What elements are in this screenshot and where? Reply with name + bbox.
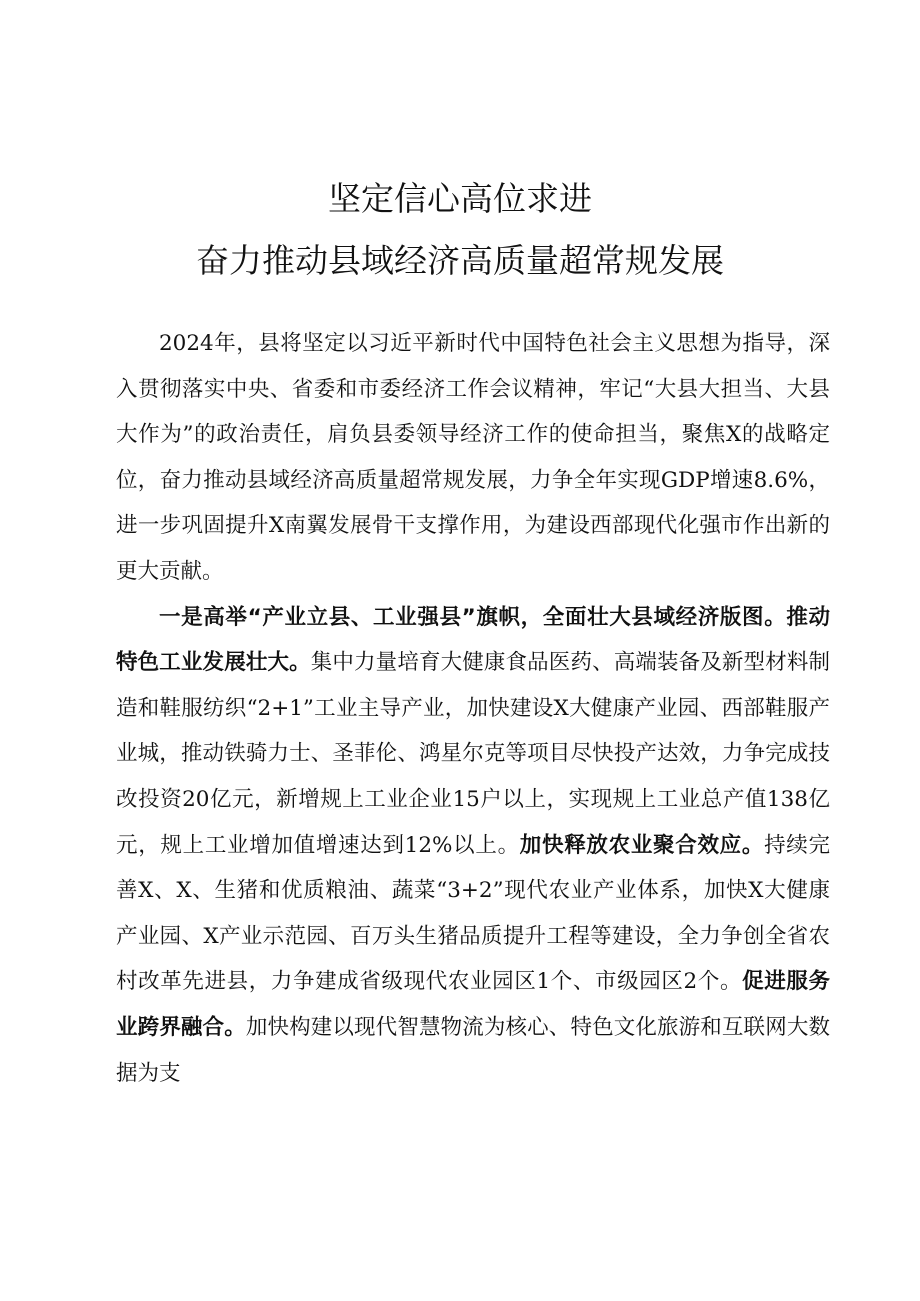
section-heading: 一是高举“产业立县、工业强县”旗帜，全面壮大县域经济版图。 [159, 604, 787, 630]
subheading-agriculture: 加快释放农业聚合效应。 [519, 832, 765, 858]
document-body [116, 321, 830, 1096]
subheading-industry: 推动特色工业发展壮大。 [116, 604, 830, 676]
paragraph-industry [116, 595, 830, 1097]
text-agriculture: 持续完善X、X、生猪和优质粮油、蔬菜“3+2”现代农业产业体系，加快X大健康产业园、X产业示范园、百万头生猪品质提升工程等建设，全力争创全省农村改革先进县，力争建成省级现代农业园区1个、市级园区2个。 [116, 832, 830, 995]
title-line-2: 奋力推动县域经济高质量超常规发展 [196, 241, 724, 280]
document-title [0, 168, 920, 292]
title-line-1: 坚定信心高位求进 [328, 179, 592, 218]
subheading-services: 促进服务业跨界融合。 [116, 969, 830, 1040]
text-industry: 集中力量培育大健康食品医药、高端装备及新型材料制造和鞋服纺织“2+1”工业主导产业，加快建设X大健康产业园、西部鞋服产业城，推动铁骑力士、圣菲伦、鸿星尔克等项目尽快投产达效，力争完成技改投资20亿元，新增规上工业企业15户以上，实现规上工业总产值138亿元，规上工业增加值增速达到12%以上。 [116, 650, 830, 858]
paragraph-intro: 2024年，县将坚定以习近平新时代中国特色社会主义思想为指导，深入贯彻落实中央、省委和市委经济工作会议精神，牢记“大县大担当、大县大作为”的政治责任，肩负县委领导经济工作的使命担当，聚焦X的战略定位，奋力推动县域经济高质量超常规发展，力争全年实现GDP增速8.6%，进一步巩固提升X南翼发展骨干支撑作用，为建设西部现代化强市作出新的更大贡献。 [116, 331, 830, 584]
text-services: 加快构建以现代智慧物流为核心、特色文化旅游和互联网大数据为支 [116, 1014, 830, 1086]
